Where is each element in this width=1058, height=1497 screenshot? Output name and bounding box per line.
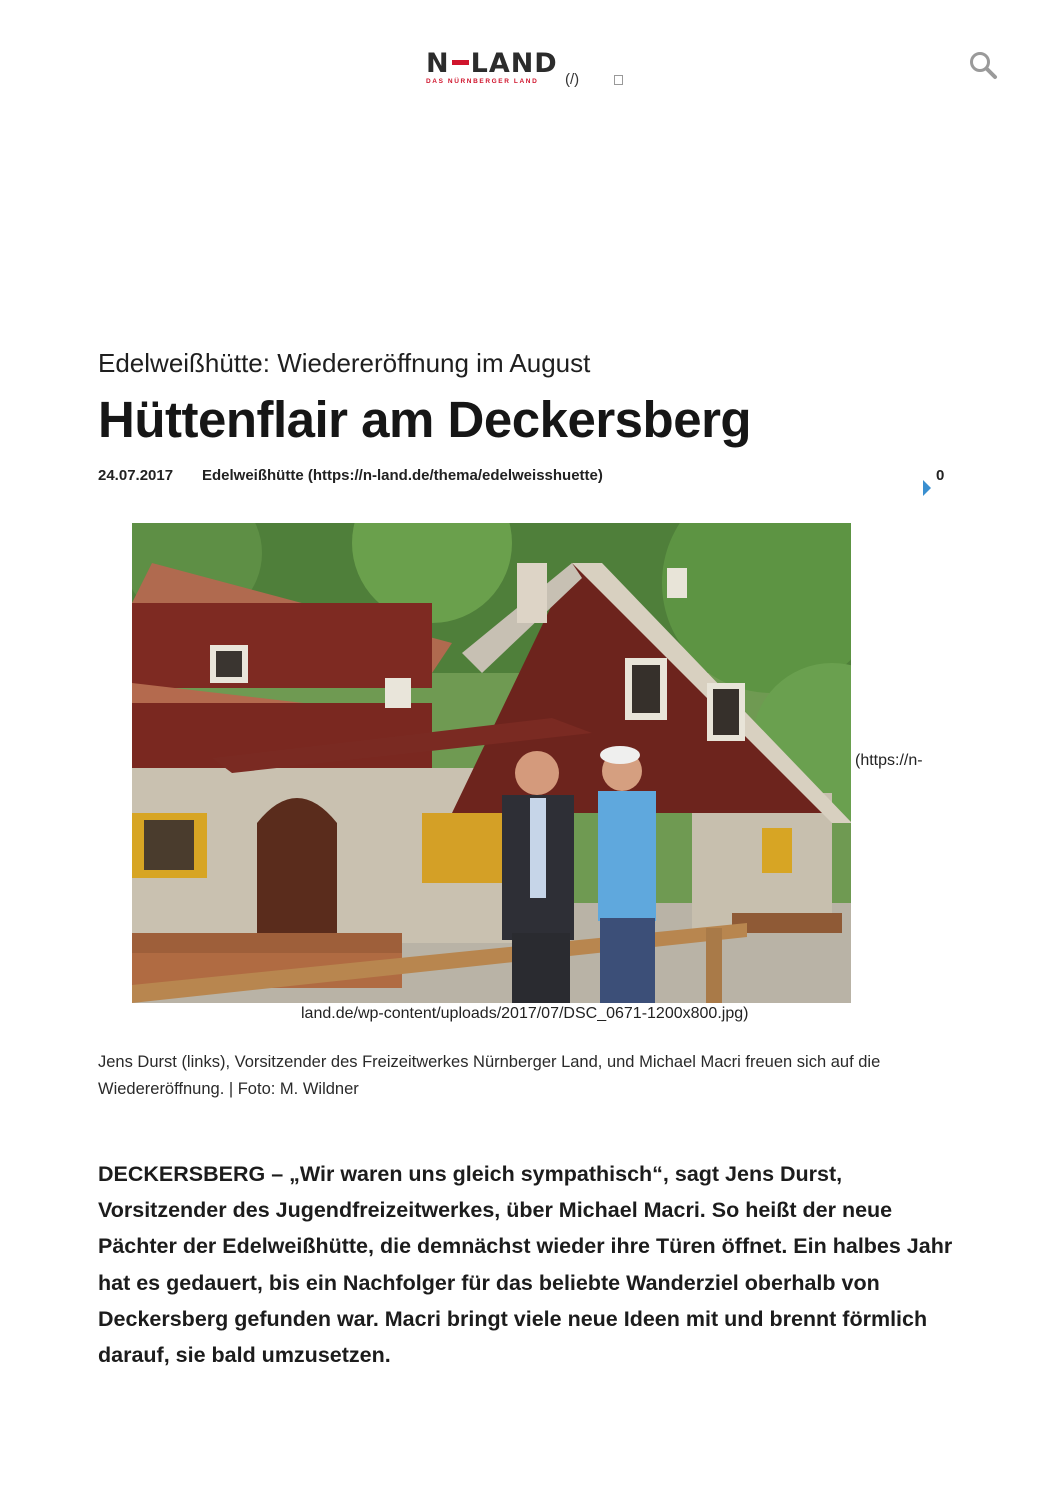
image-link-part1[interactable]: (https://n-: [855, 752, 923, 769]
logo-tagline: DAS NÜRNBERGER LAND: [426, 78, 539, 85]
broken-image-icon: [614, 75, 623, 85]
article-photo[interactable]: [132, 523, 851, 1003]
logo-dash: [452, 60, 469, 65]
topic-link[interactable]: Edelweißhütte (https://n-land.de/thema/edelweisshuette): [202, 467, 603, 484]
image-link-part2[interactable]: land.de/wp-content/uploads/2017/07/DSC_0671-1200x800.jpg): [301, 1005, 749, 1022]
comment-arrow-icon[interactable]: [922, 480, 932, 496]
site-logo[interactable]: [426, 50, 558, 90]
article-headline: Hüttenflair am Deckersberg: [98, 391, 752, 448]
home-link-text[interactable]: (/): [565, 71, 580, 88]
photo-caption: Jens Durst (links), Vorsitzender des Freizeitwerkes Nürnberger Land, und Michael Macri freuen sich auf die Wiedereröffnung. | Foto: M. Wildner: [98, 1053, 881, 1098]
article-lead: DECKERSBERG – „Wir waren uns gleich sympathisch“, sagt Jens Durst, Vorsitzender des Jugendfreizeitwerkes, über Michael Macri. So heißt der neue Pächter der Edelweißhütte, die demnächst wieder ihre Türen öffnet. Ein halbes Jahr hat es gedauert, bis ein Nachfolger für das beliebte Wanderziel oberhalb von Deckersberg gefunden war. Macri bringt viele neue Ideen mit und brennt förmlich darauf, sie bald umzusetzen.: [98, 1162, 953, 1368]
article-kicker: Edelweißhütte: Wiedereröffnung im August: [98, 348, 591, 378]
article-date: 24.07.2017: [98, 467, 174, 484]
search-icon[interactable]: [968, 50, 998, 80]
comment-count[interactable]: 0: [936, 467, 945, 484]
logo-wordmark: N LAND: [426, 48, 558, 79]
